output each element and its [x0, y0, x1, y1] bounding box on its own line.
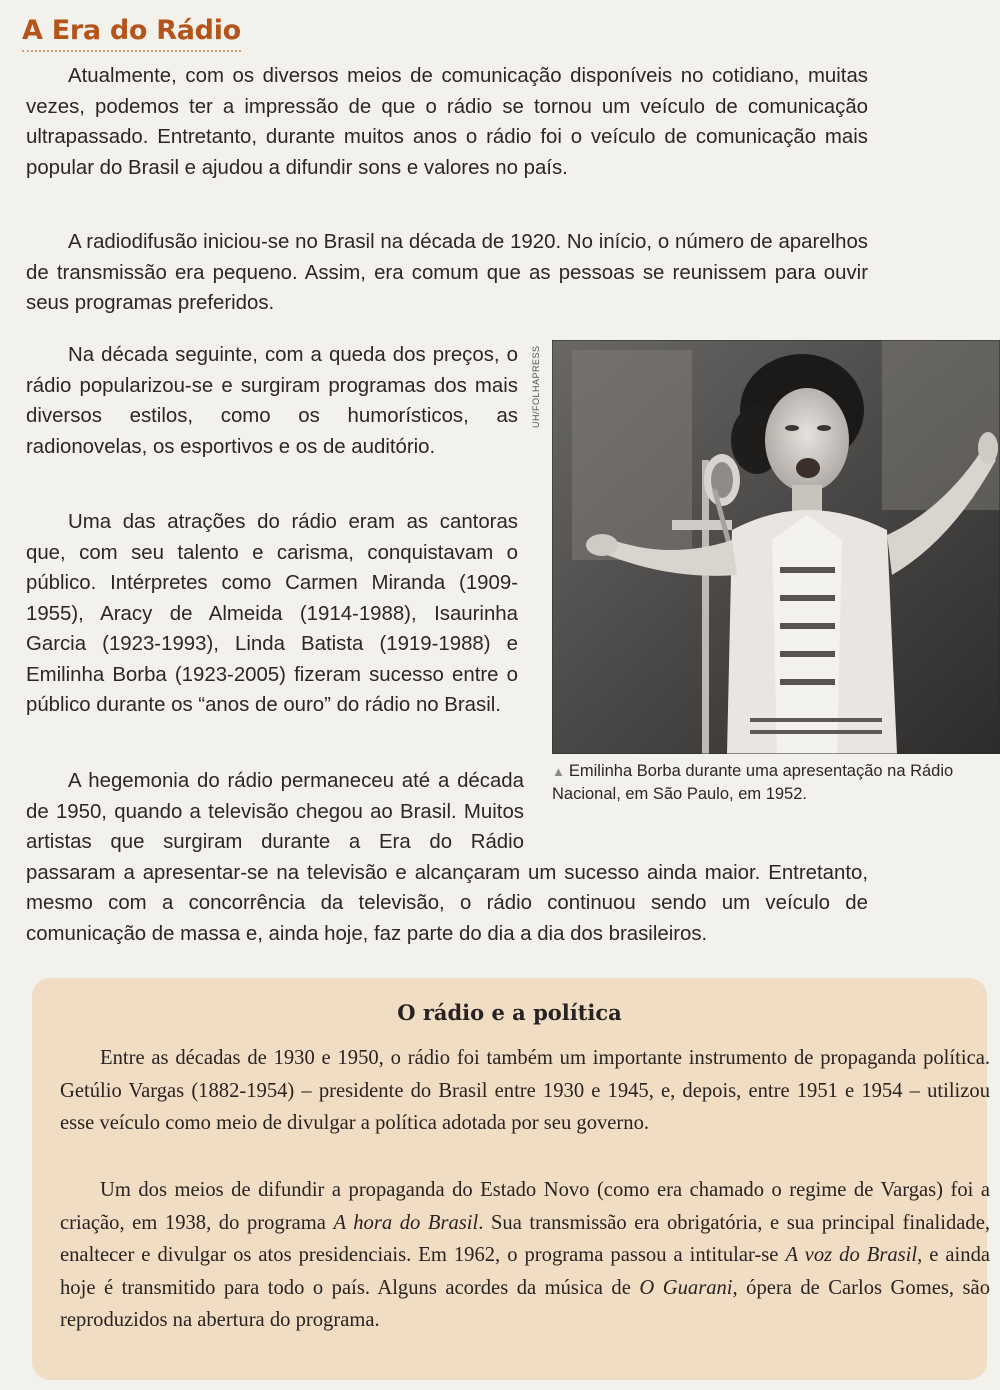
- program-name-hora-do-brasil: A hora do Brasil: [333, 1211, 479, 1234]
- paragraph-intro: Atualmente, com os diversos meios de comunicação disponíveis no cotidiano, muitas vezes, podemos ter a impressão de que o rádio se tornou um veículo de comunicação ultrapassado. Entretanto, durante muitos anos o rádio foi o veículo de comunicação mais popular do Brasil e ajudou a difundir sons e valores no país.: [26, 65, 868, 179]
- paragraph-radiodifusao: A radiodifusão iniciou-se no Brasil na década de 1920. No início, o número de aparelhos de transmissão era pequeno. Assim, era comum que as pessoas se reunissem para ouvir seus programas preferidos.: [26, 231, 868, 314]
- sidebar-box-radio-politica: [32, 978, 991, 1380]
- program-name-voz-do-brasil: A voz do Brasil: [785, 1244, 918, 1266]
- caption-marker-icon: ▲: [552, 764, 565, 779]
- paragraph-hegemonia-text: A hegemonia do rádio permaneceu até a década de 1950, quando a televisão chegou ao Brasil. Muitos artistas que surgiram durante a Era do Rádio passaram a apresentar-se na televisão e alcançaram um sucesso ainda maior. Entretanto, mesmo com a concorrência da televisão, o rádio continuou sendo um veículo de comunicação de massa e, ainda hoje, faz parte do dia a dia dos brasileiros.: [26, 770, 868, 945]
- caption-text: Emilinha Borba durante uma apresentação na Rádio Nacional, em São Paulo, em 1952.: [552, 762, 954, 803]
- photo-caption: [552, 760, 992, 805]
- box-p2-text-a: Um dos meios de difundir a propaganda do Estado Novo (como era chamado o regime de Vargas) foi a criação, em 1938, do programa: [60, 1179, 990, 1234]
- box-p2-text-e: , e ainda hoje é transmitido para todo o país. Alguns acordes da música de: [60, 1244, 991, 1299]
- page-title: A Era do Rádio: [22, 14, 241, 52]
- box-p2-text-c: . Sua transmissão era obrigatória, e sua principal finalidade, enaltecer e divulgar os atos presidenciais. Em 1962, o programa passou a intitular-se: [60, 1211, 991, 1266]
- box-p2-text-g: , ópera de Carlos Gomes, são reproduzidos na abertura do programa.: [60, 1276, 990, 1331]
- paragraph-decada-seguinte: Na década seguinte, com a queda dos preços, o rádio popularizou-se e surgiram programas dos mais diversos estilos, como os humorísticos, as radionovelas, os esportivos e os de auditório.: [26, 344, 518, 458]
- box-title: O rádio e a política: [397, 1000, 622, 1025]
- opera-name-o-guarani: O Guarani: [639, 1276, 733, 1299]
- photo-emilinha-borba: [552, 340, 1000, 754]
- box-paragraph-2: [60, 1174, 990, 1337]
- paragraph-cantoras: Uma das atrações do rádio eram as cantoras que, com seu talento e carisma, conquistavam o público. Intérpretes como Carmen Miranda (1909-1955), Aracy de Almeida (1914-1988), Isaurinha Garcia (1923-1993), Linda Batista (1919-1988) e Emilinha Borba (1923-2005) fizeram sucesso entre o público durante os “anos de ouro” do rádio no Brasil.: [26, 511, 518, 716]
- photo-credit: UH/FOLHAPRESS: [531, 345, 541, 428]
- box-paragraph-1: Entre as décadas de 1930 e 1950, o rádio foi também um importante instrumento de propaganda política. Getúlio Vargas (1882-1954) – presidente do Brasil entre 1930 e 1945, e, depois, entre 1951 e 1954 – utilizou esse veículo como meio de divulgar a política adotada por seu governo.: [60, 1047, 990, 1134]
